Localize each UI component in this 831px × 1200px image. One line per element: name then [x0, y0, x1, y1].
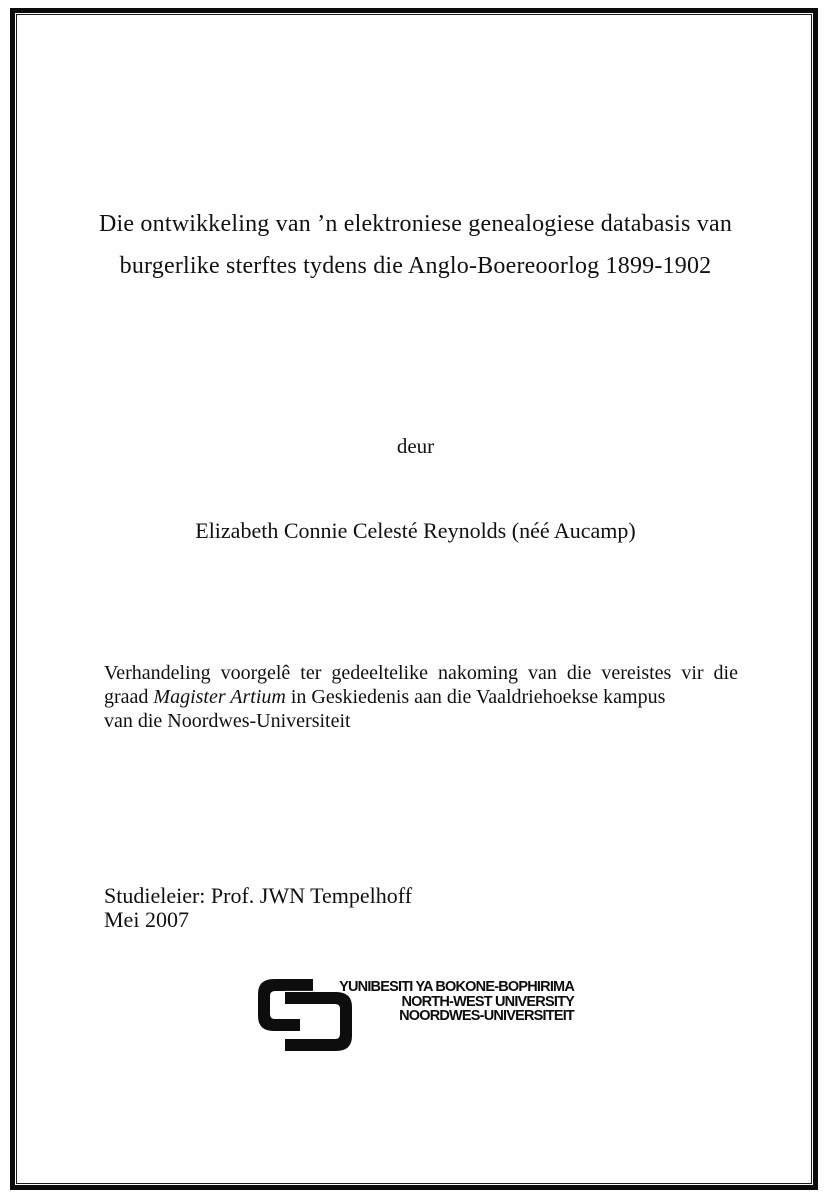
date-line: Mei 2007 — [104, 906, 189, 932]
nwu-logo-text-setswana: YUNIBESITI YA BOKONE-BOPHIRIMA — [339, 979, 574, 995]
byline: deur — [396, 434, 435, 458]
thesis-title — [60, 203, 771, 287]
supervisor-line: Studieleier: Prof. JWN Tempelhoff — [104, 883, 413, 908]
nwu-logo-text-english: NORTH-WEST UNIVERSITY — [401, 993, 574, 1010]
degree-name-italic: Magister Artium — [153, 686, 286, 708]
degree-statement-line2 — [104, 685, 738, 709]
author-name: Elizabeth Connie Celesté Reynolds (néé Aucamp) — [195, 518, 636, 543]
nwu-logo-text — [322, 980, 574, 1024]
degree-statement-line1: Verhandeling voorgelê ter gedeeltelike nakoming van die vereistes vir die — [104, 662, 738, 684]
nwu-logo-text-afrikaans: NOORDWES-UNIVERSITEIT — [399, 1008, 574, 1024]
degree-statement-line2-prefix: graad — [104, 686, 154, 708]
degree-statement — [104, 661, 738, 733]
thesis-title-line1: Die ontwikkeling van ’n elektroniese genealogiese databasis van — [98, 211, 733, 237]
degree-statement-line3: van die Noordwes-Universiteit — [104, 710, 351, 732]
degree-statement-line2-suffix: in Geskiedenis aan die Vaaldriehoekse kampus — [285, 686, 666, 708]
supervisor-block — [104, 884, 604, 931]
thesis-title-line2: burgerlike sterftes tydens die Anglo-Boereoorlog 1899-1902 — [119, 253, 712, 279]
